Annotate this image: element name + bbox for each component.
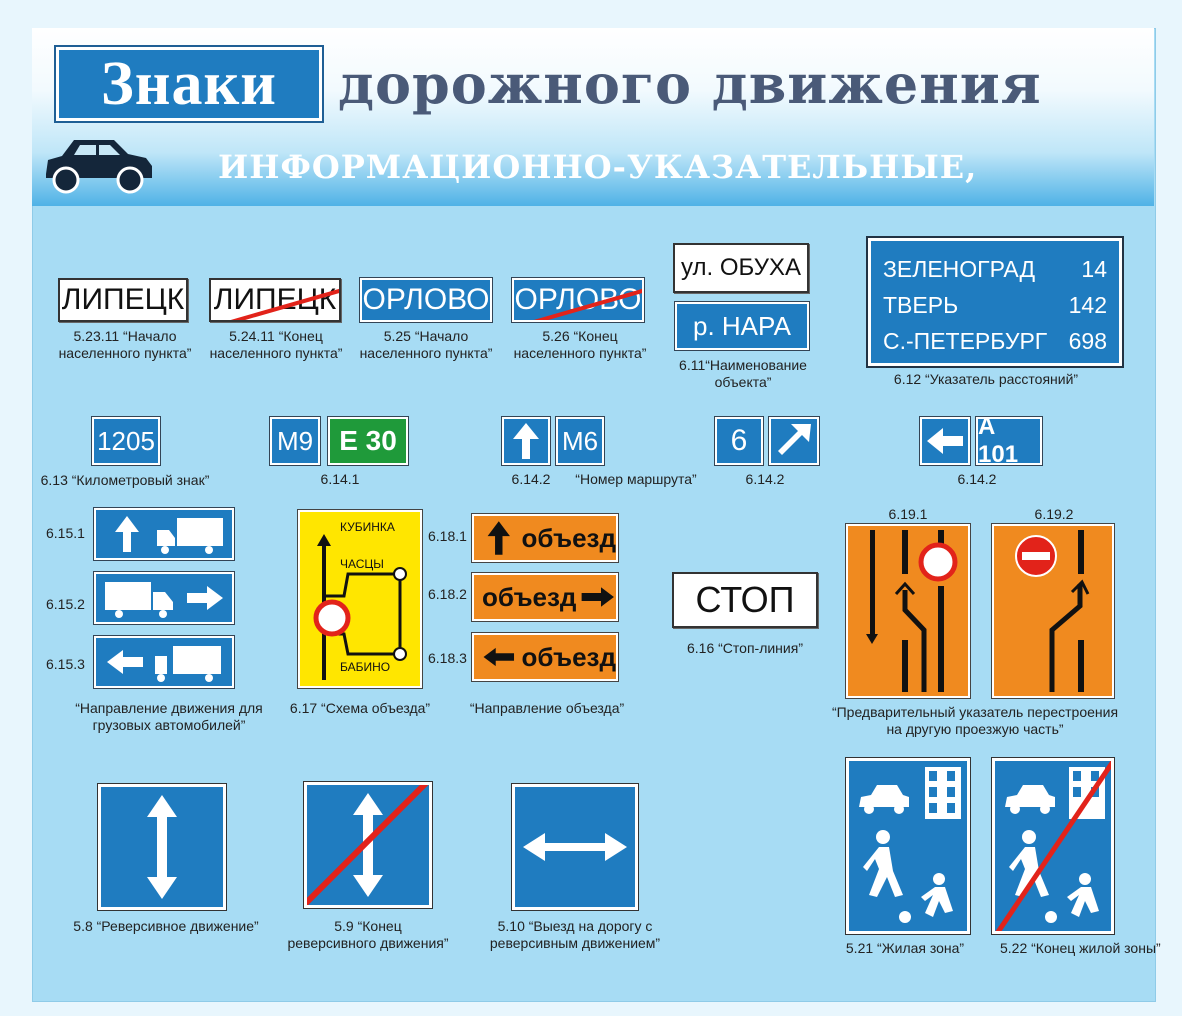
distance-city: ТВЕРЬ [883,292,959,318]
sign-6-12-label: 6.12 “Указатель расстояний” [893,371,1079,387]
arrow-right-icon [580,583,616,611]
sign-m6 [556,417,604,465]
sign-6-15-3 [94,636,234,688]
sign-6-13 [92,417,160,465]
sign-6-11-label: 6.11“Наименование объекта” [679,357,807,390]
distance-km: 14 [1081,256,1107,282]
sign-arrow-left [920,417,970,465]
sign-6-18-label: “Направление объезда” [469,700,625,716]
page-subtitle: ИНФОРМАЦИОННО-УКАЗАТЕЛЬНЫЕ, [218,148,978,186]
sign-6-15-3-code: 6.15.3 [46,656,85,672]
sign-6-18-1 [472,514,618,562]
sign-arrow-diag [769,417,819,465]
sign-5-25 [360,278,492,322]
lane-change-diagram [994,526,1112,696]
sign-a101 [976,413,1042,468]
sign-six [715,417,763,465]
sign-6-17-label: 6.17 “Схема объезда” [289,700,431,716]
sign-5-9-label: 5.9 “Конец реверсивного движения” [287,918,449,951]
sign-5-22-label: 5.22 “Конец жилой зоны” [1000,940,1161,956]
truck-left-icon [99,640,229,684]
distance-km: 698 [1068,328,1107,354]
sign-5-23-11-text: ЛИПЕЦК [61,283,185,316]
distance-row [883,251,1107,287]
distance-city: ЗЕЛЕНОГРАД [883,256,1036,282]
sign-5-25-text: ОРЛОВО [362,283,490,316]
sign-6-15-1-code: 6.15.1 [46,525,85,541]
sign-6-13-text: 1205 [97,425,155,456]
sign-6-11-street-text: ул. ОБУХА [681,254,801,281]
lane-change-diagram [848,526,968,696]
sign-6-15-2-code: 6.15.2 [46,596,85,612]
sign-arrow-up [502,417,550,465]
sign-5-25-label: 5.25 “Начало населенного пункта” [359,328,493,361]
sign-6-17 [298,510,422,688]
page-title: дорожного движения [338,52,1042,116]
truck-straight-icon [99,512,229,556]
sign-6-15-label: “Направление движения для грузовых автомобилей” [75,700,263,733]
sign-5-8 [98,784,226,910]
arrow-left-icon [925,426,965,456]
sign-6-18-2 [472,573,618,621]
sign-a101-label: 6.14.2 [957,471,997,487]
sign-6-16-label: 6.16 “Стоп-линия” [687,640,803,656]
detour-word: объезд [482,581,577,612]
sign-six-text: 6 [730,424,748,457]
sign-5-24-11-text: ЛИПЕЦК [213,283,337,316]
sign-e30 [328,417,408,465]
sign-5-10 [512,784,638,910]
sign-e30-text: Е 30 [339,425,397,456]
truck-right-icon [99,576,229,620]
distance-city: С.-ПЕТЕРБУРГ [883,328,1048,354]
place-chastsy: ЧАСЦЫ [340,557,384,571]
sign-6-18-1-code: 6.18.1 [428,528,467,544]
sign-6-16 [672,572,818,628]
sign-5-21-label: 5.21 “Жилая зона” [845,940,965,956]
sign-6-18-2-code: 6.18.2 [428,586,467,602]
sign-6-13-label: 6.13 “Километровый знак” [40,472,210,488]
sign-5-26-text: ОРЛОВО [514,283,642,316]
distance-row [883,287,1107,323]
sign-m9 [270,417,320,465]
sign-6-19-2 [992,524,1114,698]
sign-5-24-11-label: 5.24.11 “Конец населенного пункта” [209,328,343,361]
sign-6-15-2 [94,572,234,624]
sign-5-26 [512,278,644,322]
detour-word: объезд [521,522,616,553]
sign-5-10-label: 5.10 “Выезд на дорогу с реверсивным движением” [489,918,661,951]
sign-6-19-1-code: 6.19.1 [888,506,928,522]
car-icon [40,130,156,201]
arrow-up-right-icon [775,422,813,460]
sign-m6-text: М6 [561,425,599,456]
sign-m9-text: М9 [276,425,314,456]
distance-row [883,323,1107,359]
sign-6-15-1 [94,508,234,560]
sign-5-24-11 [209,278,341,322]
sign-m6-code-label: 6.14.2 [511,471,551,487]
sign-5-22 [992,758,1114,934]
sign-6-11-river [675,302,809,350]
sign-6-11-river-text: р. НАРА [693,310,791,341]
sign-m6-name-label: “Номер маршрута” [575,471,697,487]
distance-km: 142 [1068,292,1107,318]
sign-6-16-text: СТОП [695,579,795,620]
arrow-up-icon [482,518,516,558]
arrow-up-icon [511,421,541,461]
title-box-text: Знаки [101,49,277,118]
sign-5-8-label: 5.8 “Реверсивное движение” [73,918,259,934]
sign-6-19-1 [846,524,970,698]
sign-a101-text: А 101 [978,413,1019,468]
sign-6-18-3-code: 6.18.3 [428,650,467,666]
arrow-left-icon [482,643,516,671]
residential-zone-diagram [849,761,967,931]
sign-6-19-label: “Предварительный указатель перестроения на другую проезжую часть” [831,704,1119,737]
detour-word: объезд [521,641,616,672]
sign-6-19-2-code: 6.19.2 [1034,506,1074,522]
sign-6-12 [868,238,1122,366]
sign-5-21 [846,758,970,934]
arrow-up-down-icon [101,787,223,907]
place-babino: БАБИНО [340,660,391,674]
sign-6-18-3 [472,633,618,681]
sign-5-9 [304,782,432,908]
sign-6-14-1-label: 6.14.1 [320,471,360,487]
sign-5-23-11 [58,278,188,322]
sign-5-26-label: 5.26 “Конец населенного пункта” [513,328,647,361]
title-box [56,47,322,121]
sign-6-11-street [673,243,809,293]
sign-six-label: 6.14.2 [745,471,785,487]
arrow-left-right-icon [515,787,635,907]
place-kubinka: КУБИНКА [340,520,395,534]
sign-5-23-11-label: 5.23.11 “Начало населенного пункта” [58,328,192,361]
